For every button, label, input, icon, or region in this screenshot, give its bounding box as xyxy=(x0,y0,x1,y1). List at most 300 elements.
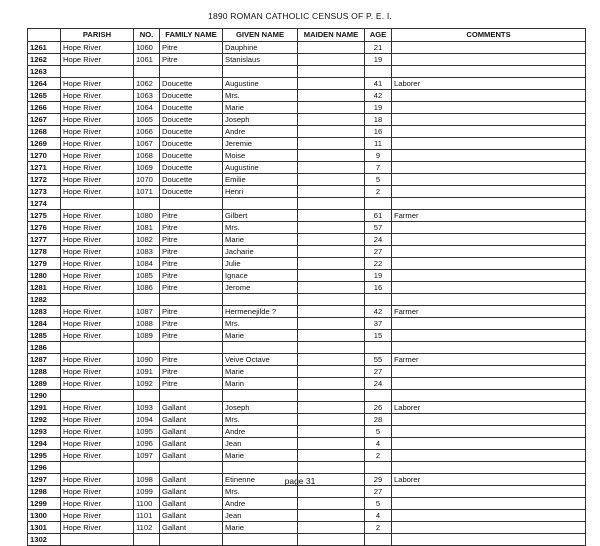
family-name-cell: Pitre xyxy=(160,270,223,282)
age-cell: 41 xyxy=(365,78,392,90)
age-cell xyxy=(365,390,392,402)
table-row xyxy=(28,102,586,114)
no-cell: 1088 xyxy=(134,318,160,330)
parish-cell: Hope River xyxy=(61,510,134,522)
no-cell: 1064 xyxy=(134,102,160,114)
index-cell: 1274 xyxy=(28,198,61,210)
table-row xyxy=(28,330,586,342)
comments-cell xyxy=(392,378,586,390)
comments-cell xyxy=(392,66,586,78)
table-row xyxy=(28,138,586,150)
parish-cell: Hope River xyxy=(61,270,134,282)
table-row xyxy=(28,366,586,378)
no-cell xyxy=(134,534,160,546)
comments-cell xyxy=(392,174,586,186)
maiden-name-cell xyxy=(298,390,365,402)
maiden-name-cell xyxy=(298,66,365,78)
parish-cell: Hope River xyxy=(61,282,134,294)
col-header-maiden-name: MAIDEN NAME xyxy=(298,29,365,42)
no-cell: 1068 xyxy=(134,150,160,162)
comments-cell xyxy=(392,138,586,150)
index-cell: 1286 xyxy=(28,342,61,354)
family-name-cell: Doucette xyxy=(160,162,223,174)
maiden-name-cell xyxy=(298,246,365,258)
maiden-name-cell xyxy=(298,210,365,222)
table-row xyxy=(28,54,586,66)
maiden-name-cell xyxy=(298,342,365,354)
parish-cell: Hope River xyxy=(61,150,134,162)
index-cell: 1268 xyxy=(28,126,61,138)
age-cell: 2 xyxy=(365,450,392,462)
comments-cell xyxy=(392,486,586,498)
parish-cell: Hope River xyxy=(61,438,134,450)
comments-cell: Farmer xyxy=(392,210,586,222)
no-cell: 1085 xyxy=(134,270,160,282)
index-cell: 1267 xyxy=(28,114,61,126)
age-cell: 42 xyxy=(365,306,392,318)
maiden-name-cell xyxy=(298,378,365,390)
table-row xyxy=(28,270,586,282)
family-name-cell: Gallant xyxy=(160,522,223,534)
age-cell xyxy=(365,342,392,354)
age-cell xyxy=(365,198,392,210)
comments-cell xyxy=(392,438,586,450)
no-cell: 1084 xyxy=(134,258,160,270)
family-name-cell: Doucette xyxy=(160,186,223,198)
given-name-cell xyxy=(223,294,298,306)
family-name-cell: Pitre xyxy=(160,222,223,234)
parish-cell xyxy=(61,390,134,402)
age-cell: 15 xyxy=(365,330,392,342)
no-cell xyxy=(134,462,160,474)
family-name-cell xyxy=(160,66,223,78)
family-name-cell: Pitre xyxy=(160,378,223,390)
comments-cell: Farmer xyxy=(392,306,586,318)
table-row xyxy=(28,162,586,174)
no-cell: 1060 xyxy=(134,42,160,54)
maiden-name-cell xyxy=(298,174,365,186)
family-name-cell: Pitre xyxy=(160,246,223,258)
maiden-name-cell xyxy=(298,318,365,330)
index-cell: 1272 xyxy=(28,174,61,186)
no-cell: 1066 xyxy=(134,126,160,138)
maiden-name-cell xyxy=(298,78,365,90)
table-row xyxy=(28,510,586,522)
table-row xyxy=(28,66,586,78)
given-name-cell: Julie xyxy=(223,258,298,270)
given-name-cell: Marin xyxy=(223,378,298,390)
census-table xyxy=(27,28,586,546)
comments-cell xyxy=(392,162,586,174)
given-name-cell xyxy=(223,198,298,210)
no-cell: 1070 xyxy=(134,174,160,186)
family-name-cell: Doucette xyxy=(160,90,223,102)
given-name-cell: Emilie xyxy=(223,174,298,186)
index-cell: 1278 xyxy=(28,246,61,258)
no-cell: 1062 xyxy=(134,78,160,90)
age-cell: 4 xyxy=(365,438,392,450)
table-row xyxy=(28,222,586,234)
index-cell: 1292 xyxy=(28,414,61,426)
age-cell: 7 xyxy=(365,162,392,174)
age-cell: 16 xyxy=(365,282,392,294)
parish-cell: Hope River xyxy=(61,246,134,258)
no-cell xyxy=(134,198,160,210)
family-name-cell: Pitre xyxy=(160,210,223,222)
given-name-cell: Mrs. xyxy=(223,222,298,234)
comments-cell xyxy=(392,522,586,534)
age-cell: 24 xyxy=(365,378,392,390)
given-name-cell: Jean xyxy=(223,438,298,450)
col-header-parish: PARISH xyxy=(61,29,134,42)
family-name-cell: Gallant xyxy=(160,474,223,486)
no-cell: 1095 xyxy=(134,426,160,438)
parish-cell: Hope River xyxy=(61,174,134,186)
given-name-cell: Marie xyxy=(223,330,298,342)
no-cell: 1102 xyxy=(134,522,160,534)
family-name-cell: Doucette xyxy=(160,78,223,90)
no-cell: 1091 xyxy=(134,366,160,378)
comments-cell xyxy=(392,450,586,462)
parish-cell xyxy=(61,462,134,474)
comments-cell xyxy=(392,90,586,102)
table-row xyxy=(28,282,586,294)
no-cell: 1086 xyxy=(134,282,160,294)
index-cell: 1302 xyxy=(28,534,61,546)
comments-cell xyxy=(392,54,586,66)
comments-cell xyxy=(392,126,586,138)
index-cell: 1293 xyxy=(28,426,61,438)
parish-cell: Hope River xyxy=(61,210,134,222)
maiden-name-cell xyxy=(298,150,365,162)
family-name-cell: Doucette xyxy=(160,126,223,138)
family-name-cell: Gallant xyxy=(160,486,223,498)
comments-cell xyxy=(392,234,586,246)
col-header-age: AGE xyxy=(365,29,392,42)
age-cell: 26 xyxy=(365,402,392,414)
given-name-cell: Ignace xyxy=(223,270,298,282)
parish-cell xyxy=(61,294,134,306)
given-name-cell: Andre xyxy=(223,426,298,438)
maiden-name-cell xyxy=(298,42,365,54)
given-name-cell: Marie xyxy=(223,522,298,534)
no-cell xyxy=(134,390,160,402)
family-name-cell xyxy=(160,462,223,474)
census-body xyxy=(28,42,586,546)
comments-cell xyxy=(392,42,586,54)
family-name-cell xyxy=(160,534,223,546)
age-cell: 9 xyxy=(365,150,392,162)
parish-cell: Hope River xyxy=(61,102,134,114)
no-cell: 1100 xyxy=(134,498,160,510)
comments-cell xyxy=(392,366,586,378)
index-cell: 1301 xyxy=(28,522,61,534)
parish-cell: Hope River xyxy=(61,474,134,486)
maiden-name-cell xyxy=(298,426,365,438)
comments-cell xyxy=(392,198,586,210)
no-cell: 1067 xyxy=(134,138,160,150)
no-cell: 1096 xyxy=(134,438,160,450)
table-row xyxy=(28,246,586,258)
given-name-cell: Andre xyxy=(223,126,298,138)
maiden-name-cell xyxy=(298,306,365,318)
table-row xyxy=(28,342,586,354)
index-cell: 1269 xyxy=(28,138,61,150)
table-row xyxy=(28,390,586,402)
family-name-cell: Pitre xyxy=(160,234,223,246)
parish-cell: Hope River xyxy=(61,486,134,498)
table-row xyxy=(28,534,586,546)
index-cell: 1284 xyxy=(28,318,61,330)
parish-cell: Hope River xyxy=(61,126,134,138)
index-cell: 1288 xyxy=(28,366,61,378)
no-cell: 1101 xyxy=(134,510,160,522)
no-cell: 1098 xyxy=(134,474,160,486)
given-name-cell: Mrs. xyxy=(223,486,298,498)
given-name-cell: Mrs. xyxy=(223,318,298,330)
page-number: page 31 xyxy=(284,476,316,486)
comments-cell xyxy=(392,342,586,354)
page-title: 1890 ROMAN CATHOLIC CENSUS OF P. E. I. xyxy=(208,11,392,21)
age-cell: 27 xyxy=(365,486,392,498)
given-name-cell xyxy=(223,390,298,402)
given-name-cell: Veive Octave xyxy=(223,354,298,366)
comments-cell xyxy=(392,186,586,198)
table-row xyxy=(28,198,586,210)
parish-cell: Hope River xyxy=(61,414,134,426)
index-cell: 1300 xyxy=(28,510,61,522)
index-cell: 1279 xyxy=(28,258,61,270)
no-cell: 1065 xyxy=(134,114,160,126)
maiden-name-cell xyxy=(298,234,365,246)
table-row xyxy=(28,186,586,198)
table-row xyxy=(28,426,586,438)
comments-cell: Farmer xyxy=(392,354,586,366)
given-name-cell: Moise xyxy=(223,150,298,162)
age-cell: 16 xyxy=(365,126,392,138)
parish-cell: Hope River xyxy=(61,330,134,342)
table-row xyxy=(28,42,586,54)
family-name-cell xyxy=(160,198,223,210)
maiden-name-cell xyxy=(298,138,365,150)
comments-cell xyxy=(392,114,586,126)
index-cell: 1266 xyxy=(28,102,61,114)
age-cell: 5 xyxy=(365,426,392,438)
age-cell xyxy=(365,462,392,474)
index-cell: 1282 xyxy=(28,294,61,306)
family-name-cell: Pitre xyxy=(160,354,223,366)
family-name-cell: Pitre xyxy=(160,306,223,318)
table-row xyxy=(28,414,586,426)
table-row xyxy=(28,210,586,222)
index-cell: 1296 xyxy=(28,462,61,474)
age-cell: 19 xyxy=(365,54,392,66)
no-cell: 1087 xyxy=(134,306,160,318)
table-row xyxy=(28,150,586,162)
parish-cell: Hope River xyxy=(61,318,134,330)
parish-cell: Hope River xyxy=(61,222,134,234)
age-cell: 11 xyxy=(365,138,392,150)
index-cell: 1262 xyxy=(28,54,61,66)
table-row xyxy=(28,450,586,462)
family-name-cell: Doucette xyxy=(160,102,223,114)
given-name-cell: Henri xyxy=(223,186,298,198)
age-cell xyxy=(365,534,392,546)
index-cell: 1291 xyxy=(28,402,61,414)
maiden-name-cell xyxy=(298,498,365,510)
age-cell: 4 xyxy=(365,510,392,522)
no-cell: 1080 xyxy=(134,210,160,222)
age-cell: 57 xyxy=(365,222,392,234)
given-name-cell: Jean xyxy=(223,510,298,522)
given-name-cell: Stanislaus xyxy=(223,54,298,66)
maiden-name-cell xyxy=(298,258,365,270)
parish-cell: Hope River xyxy=(61,114,134,126)
given-name-cell: Dauphine xyxy=(223,42,298,54)
age-cell: 24 xyxy=(365,234,392,246)
comments-cell xyxy=(392,258,586,270)
comments-cell xyxy=(392,222,586,234)
given-name-cell: Augustine xyxy=(223,162,298,174)
maiden-name-cell xyxy=(298,162,365,174)
maiden-name-cell xyxy=(298,486,365,498)
header-row xyxy=(28,29,586,42)
parish-cell: Hope River xyxy=(61,186,134,198)
comments-cell: Laborer xyxy=(392,474,586,486)
maiden-name-cell xyxy=(298,222,365,234)
maiden-name-cell xyxy=(298,102,365,114)
table-row xyxy=(28,354,586,366)
index-cell: 1261 xyxy=(28,42,61,54)
table-row xyxy=(28,114,586,126)
family-name-cell xyxy=(160,294,223,306)
table-row xyxy=(28,522,586,534)
age-cell: 42 xyxy=(365,90,392,102)
index-cell: 1270 xyxy=(28,150,61,162)
maiden-name-cell xyxy=(298,126,365,138)
maiden-name-cell xyxy=(298,114,365,126)
maiden-name-cell xyxy=(298,330,365,342)
given-name-cell: Marie xyxy=(223,234,298,246)
parish-cell: Hope River xyxy=(61,402,134,414)
comments-cell xyxy=(392,534,586,546)
given-name-cell: Marie xyxy=(223,366,298,378)
family-name-cell: Gallant xyxy=(160,510,223,522)
age-cell: 27 xyxy=(365,366,392,378)
given-name-cell: Gilbert xyxy=(223,210,298,222)
no-cell: 1082 xyxy=(134,234,160,246)
table-row xyxy=(28,78,586,90)
no-cell xyxy=(134,294,160,306)
no-cell: 1090 xyxy=(134,354,160,366)
parish-cell: Hope River xyxy=(61,378,134,390)
family-name-cell: Pitre xyxy=(160,54,223,66)
family-name-cell xyxy=(160,390,223,402)
maiden-name-cell xyxy=(298,270,365,282)
parish-cell: Hope River xyxy=(61,306,134,318)
table-row xyxy=(28,234,586,246)
table-row xyxy=(28,294,586,306)
given-name-cell xyxy=(223,66,298,78)
no-cell: 1089 xyxy=(134,330,160,342)
family-name-cell: Doucette xyxy=(160,114,223,126)
index-cell: 1277 xyxy=(28,234,61,246)
comments-cell xyxy=(392,510,586,522)
given-name-cell xyxy=(223,462,298,474)
age-cell: 27 xyxy=(365,246,392,258)
given-name-cell: Jacharie xyxy=(223,246,298,258)
comments-cell xyxy=(392,150,586,162)
comments-cell xyxy=(392,282,586,294)
no-cell: 1063 xyxy=(134,90,160,102)
family-name-cell: Gallant xyxy=(160,414,223,426)
comments-cell xyxy=(392,294,586,306)
maiden-name-cell xyxy=(298,534,365,546)
index-cell: 1271 xyxy=(28,162,61,174)
given-name-cell: Joseph xyxy=(223,402,298,414)
index-cell: 1263 xyxy=(28,66,61,78)
age-cell: 55 xyxy=(365,354,392,366)
given-name-cell: Augustine xyxy=(223,78,298,90)
comments-cell xyxy=(392,462,586,474)
comments-cell xyxy=(392,498,586,510)
maiden-name-cell xyxy=(298,450,365,462)
index-cell: 1289 xyxy=(28,378,61,390)
comments-cell xyxy=(392,414,586,426)
no-cell: 1081 xyxy=(134,222,160,234)
maiden-name-cell xyxy=(298,402,365,414)
table-row xyxy=(28,402,586,414)
no-cell xyxy=(134,66,160,78)
col-header-index xyxy=(28,29,61,42)
index-cell: 1283 xyxy=(28,306,61,318)
family-name-cell: Gallant xyxy=(160,402,223,414)
index-cell: 1287 xyxy=(28,354,61,366)
no-cell xyxy=(134,342,160,354)
table-row xyxy=(28,126,586,138)
col-header-family-name: FAMILY NAME xyxy=(160,29,223,42)
no-cell: 1083 xyxy=(134,246,160,258)
no-cell: 1069 xyxy=(134,162,160,174)
table-row xyxy=(28,318,586,330)
maiden-name-cell xyxy=(298,54,365,66)
parish-cell: Hope River xyxy=(61,234,134,246)
family-name-cell: Doucette xyxy=(160,174,223,186)
given-name-cell xyxy=(223,534,298,546)
family-name-cell: Pitre xyxy=(160,330,223,342)
table-row xyxy=(28,498,586,510)
index-cell: 1299 xyxy=(28,498,61,510)
given-name-cell: Hermenejilde ? xyxy=(223,306,298,318)
family-name-cell: Doucette xyxy=(160,150,223,162)
no-cell: 1094 xyxy=(134,414,160,426)
given-name-cell xyxy=(223,342,298,354)
parish-cell: Hope River xyxy=(61,54,134,66)
family-name-cell: Gallant xyxy=(160,498,223,510)
comments-cell xyxy=(392,426,586,438)
comments-cell xyxy=(392,390,586,402)
parish-cell: Hope River xyxy=(61,90,134,102)
index-cell: 1298 xyxy=(28,486,61,498)
maiden-name-cell xyxy=(298,522,365,534)
parish-cell: Hope River xyxy=(61,426,134,438)
comments-cell: Laborer xyxy=(392,78,586,90)
parish-cell xyxy=(61,198,134,210)
no-cell: 1071 xyxy=(134,186,160,198)
index-cell: 1275 xyxy=(28,210,61,222)
age-cell: 2 xyxy=(365,186,392,198)
table-row xyxy=(28,462,586,474)
